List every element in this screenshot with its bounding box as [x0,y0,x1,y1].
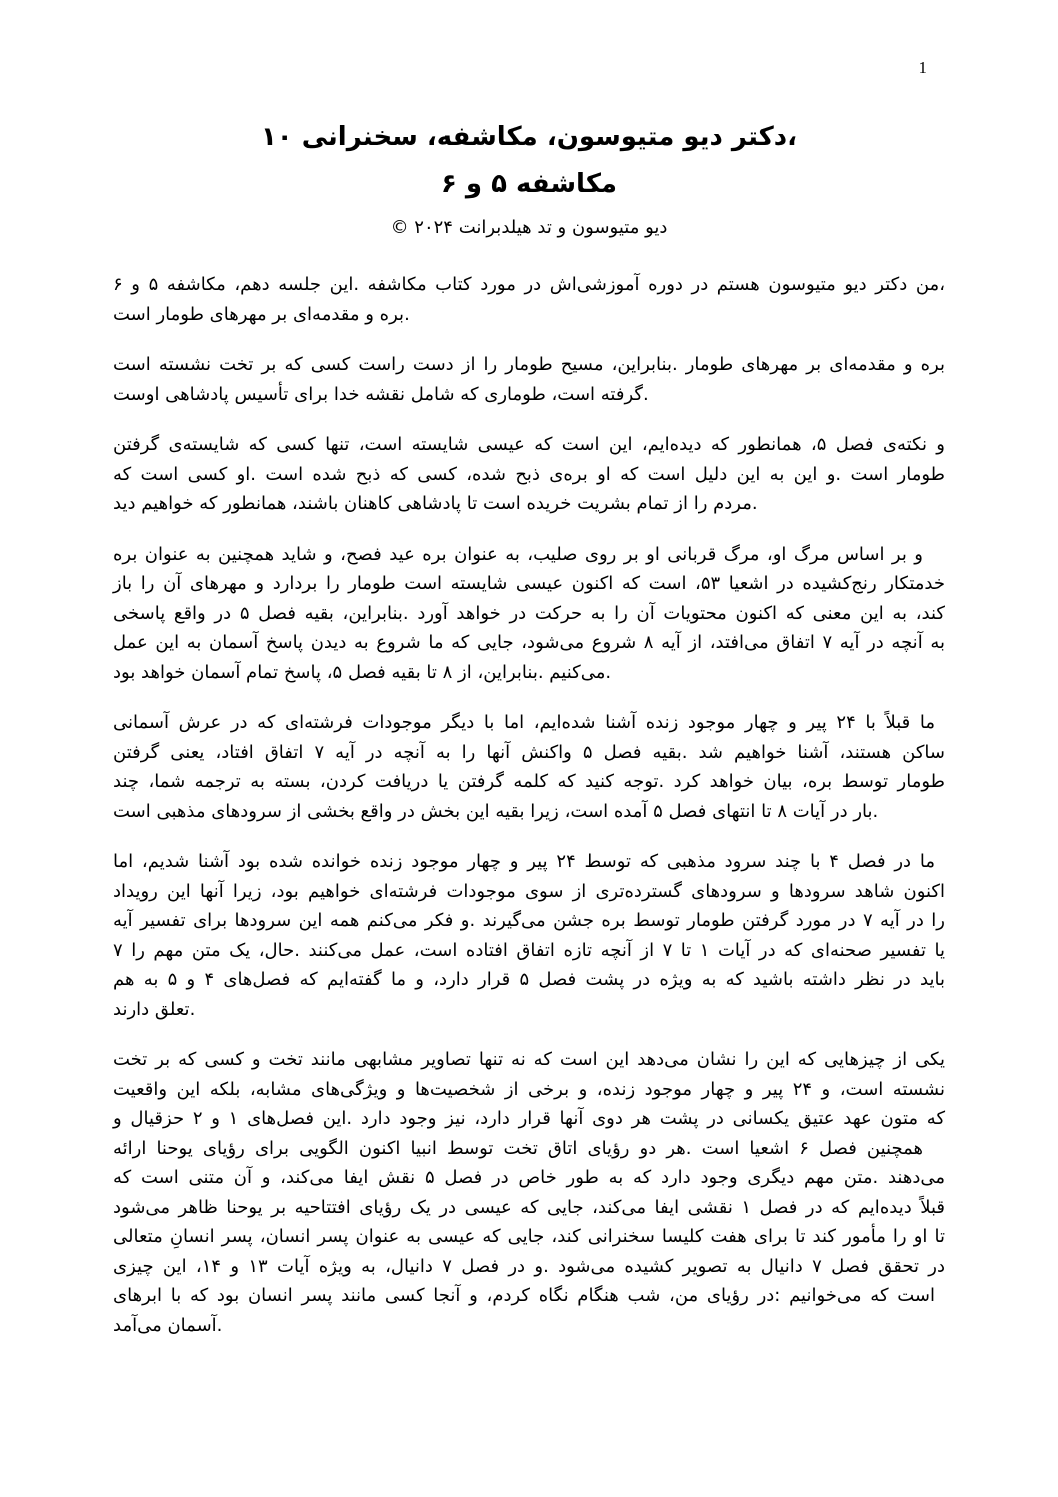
text-line: خدمتکار رنج‌کشیده در اشعیا ۵۳، است که اکنون عیسی شایسته است طومار را بردارد و مهرهای آن را باز [113,573,945,594]
paragraph-7 [113,1045,945,1340]
text-line: تا او را مأمور کند تا برای هفت کلیسا سخنرانی کند، جایی که عیسی به عنوان پسر انسان، پسر انسانِ متعالی [113,1226,945,1247]
text-line: به آنچه در آیه ۷ اتفاق می‌افتد، از آیه ۸ شروع می‌شود، جایی که ما شروع به دیدن پاسخ آسمان به این عمل [113,632,945,653]
text-line: مردم را از تمام بشریت خریده است تا پادشاهی کاهنان باشند، همانطور که خواهیم دید. [113,493,758,514]
page-number: 1 [918,58,927,77]
text-line: همچنین فصل ۶ اشعیا است .هر دو رؤیای اتاق تخت توسط انبیا اکنون الگویی برای رؤیای یوحنا ارائه [113,1137,924,1159]
text-line: یکی از چیزهایی که این را نشان می‌دهد این است که نه تنها تصاویر مشابهی مانند تخت و کسی که بر تخت [113,1049,945,1070]
text-line: را در آیه ۷ در مورد گرفتن طومار توسط بره جشن می‌گیرند .و فکر می‌کنم همه این سرودها برای تفسیر آیه [113,910,945,931]
text-line: قبلاً دیده‌ایم که در فصل ۱ نقشی ایفا می‌کند، جایی که عیسی در یک رؤیای افتتاحیه بر یوحنا ظاهر می‌شود [113,1196,945,1218]
text-line: بره و مقدمه‌ای بر مهرهای طومار است. [113,303,410,325]
text-line: ۷ یا تفسیر صحنه‌ای که در آیات ۱ تا ۷ از آنچه تازه اتفاق افتاده است، عمل می‌کنند .حال، یک متن مهم را [113,939,946,961]
text-line: می‌کنیم .بنابراین، از ۸ تا بقیه فصل ۵، پاسخ تمام آسمان خواهد بود. [113,661,612,683]
text-line: باید در نظر داشته باشید که به ویژه در پشت فصل ۵ قرار دارد، و ما گفته‌ایم که فصل‌های ۴ و ۵ به هم [113,969,946,990]
text-line: و نکته‌ی فصل ۵، همانطور که دیده‌ایم، این است که عیسی شایسته است، تنها کسی که شایسته‌ی گرفتن [113,434,945,455]
paragraph-2 [113,350,945,409]
text-line: بره و مقدمه‌ای بر مهرهای طومار .بنابراین، مسیح طومار را از دست راست کسی که بر تخت نشسته است [113,354,945,375]
paragraph-4 [113,540,945,688]
paragraph-6 [113,847,945,1024]
text-line: طومار است .و این به این دلیل است که او بره‌ی ذبح شده، کسی که ذبح شده است .او کسی است که [113,463,945,485]
text-line: آسمان می‌آمد. [113,1314,223,1336]
text-line: گرفته است، طوماری که شامل نقشه خدا برای تأسیس پادشاهی اوست. [113,383,649,405]
text-line: من دکتر دیو متیوسون هستم در دوره آموزشی‌اش در مورد کتاب مکاشفه .این جلسه دهم، مکاشفه ۵ و ۶، [113,274,945,295]
text-line: در تحقق فصل ۷ دانیال به تصویر کشیده می‌شود .و در فصل ۷ دانیال، به ویژه آیات ۱۳ و ۱۴، این چیزی [113,1255,946,1277]
text-line: بار در آیات ۸ تا انتهای فصل ۵ آمده است، زیرا بقیه این بخش در واقع بخشی از سرودهای مذهبی است. [113,800,879,822]
document-title-line1: دکتر دیو متیوسون، مکاشفه، سخنرانی ۱۰، [260,122,798,152]
title-block [113,114,945,241]
text-line: طومار توسط بره، بیان خواهد کرد .توجه کنید که کلمه گرفتن یا دریافت کردن، بسته به ترجمه شما، چند [113,771,945,792]
text-line: است که می‌خوانیم :در رؤیای من، شب هنگام نگاه کردم، و آنجا کسی مانند پسر انسان بود که با ابرهای [113,1285,935,1306]
text-line: ما در فصل ۴ با چند سرود مذهبی که توسط ۲۴ پیر و چهار موجود زنده خوانده شده بود آشنا شدیم، اما [113,851,935,872]
text-line: می‌دهند .متن مهم دیگری وجود دارد که به طور خاص در فصل ۵ نقش ایفا می‌کند، و آن متنی است که [113,1167,946,1188]
text-line: ساکن هستند، آشنا خواهیم شد .بقیه فصل ۵ واکنش آنها را به آنچه در آیه ۷ اتفاق افتاد، یعنی گرفتن [113,741,946,763]
text-line: که متون عهد عتیق یکسانی در پشت هر دوی آنها قرار دارد، نیز وجود دارد .این فصل‌های ۱ و ۲ حزقیال و [113,1108,946,1129]
copyright-byline: © ۲۰۲۴ دیو متیوسون و تد هیلدبرانت [390,217,668,238]
paragraph-1 [113,270,945,329]
text-line: تعلق دارند. [113,998,196,1020]
text-line: ما قبلاً با ۲۴ پیر و چهار موجود زنده آشنا شده‌ایم، اما با دیگر موجودات فرشته‌ای که در عرش آسمانی [113,712,936,733]
paragraph-5 [113,708,945,826]
document-title-line2: مکاشفه ۵ و ۶ [440,169,618,199]
paragraph-3 [113,430,945,519]
text-line: اکنون شاهد سرودها و سرودهای گسترده‌تری از سوی موجودات فرشته‌ای خواهیم بود، زیرا آنها این رویداد [113,880,945,902]
text-line: کند، به این معنی که اکنون محتویات آن را به حرکت در خواهد آورد .بنابراین، بقیه فصل ۵ در واقع پاسخی [113,602,945,624]
text-line: نشسته است، و ۲۴ پیر و چهار موجود زنده، و برخی از شخصیت‌ها و ویژگی‌های مشابه، بلکه این واقعیت [113,1078,945,1100]
document-body [113,270,945,1340]
text-line: و بر اساس مرگ او، مرگ قربانی او بر روی صلیب، به عنوان بره عید فصح، و شاید همچنین به عنوان بره [113,543,923,565]
